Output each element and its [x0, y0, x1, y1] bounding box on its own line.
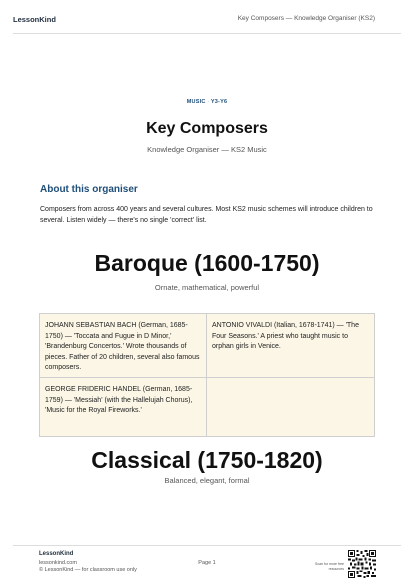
document-title: Key Composers — Knowledge Organiser (KS2)	[237, 15, 375, 22]
page-title: Key Composers	[146, 120, 268, 137]
footer-divider	[13, 545, 401, 546]
eyebrow-separator: ·	[207, 99, 210, 105]
composer-card-empty	[207, 378, 374, 436]
era-title-baroque: Baroque (1600-1750)	[94, 250, 320, 276]
composer-grid-baroque	[39, 313, 375, 437]
era-title-classical: Classical (1750-1820)	[91, 447, 323, 473]
page-footer	[0, 545, 414, 585]
about-heading: About this organiser	[40, 184, 138, 195]
page-number: Page 1	[198, 560, 216, 566]
era-subtitle-classical: Balanced, elegant, formal	[164, 476, 250, 485]
subject-eyebrow	[0, 99, 414, 105]
page-subtitle: Knowledge Organiser — KS2 Music	[147, 145, 267, 154]
composer-card-bach: JOHANN SEBASTIAN BACH (German, 1685-1750) — 'Toccata and Fugue in D Minor,' 'Brandenburg Concertos.' Wrote thousands of pieces. Father of 20 children, several also famous composers.	[40, 314, 207, 378]
scan-prompt: Scan for more free resources	[315, 562, 344, 571]
page-header	[0, 0, 414, 35]
header-divider	[13, 33, 401, 34]
footer-brand: LessonKind	[39, 551, 74, 557]
about-section	[40, 184, 374, 226]
footer-url-link[interactable]: lessonkind.com	[39, 560, 77, 566]
subject-label: MUSIC	[186, 99, 206, 105]
era-subtitle-baroque: Ornate, mathematical, powerful	[154, 283, 260, 292]
composer-card-vivaldi: ANTONIO VIVALDI (Italian, 1678-1741) — 'The Four Seasons.' A priest who taught music to orphan girls in Venice.	[207, 314, 374, 378]
footer-copyright: © LessonKind — for classroom use only	[39, 567, 137, 573]
year-range-label: Y3-Y6	[210, 99, 228, 105]
composer-card-handel: GEORGE FRIDERIC HANDEL (German, 1685-1759) — 'Messiah' (with the Hallelujah Chorus), 'Music for the Royal Fireworks.'	[40, 378, 207, 436]
brand-logo-text[interactable]: LessonKind	[13, 15, 56, 24]
qr-code-icon[interactable]	[348, 550, 376, 578]
about-text: Composers from across 400 years and several cultures. Most KS2 music schemes will introduce children to several. Listen widely — there's no single 'correct' list.	[40, 206, 373, 224]
